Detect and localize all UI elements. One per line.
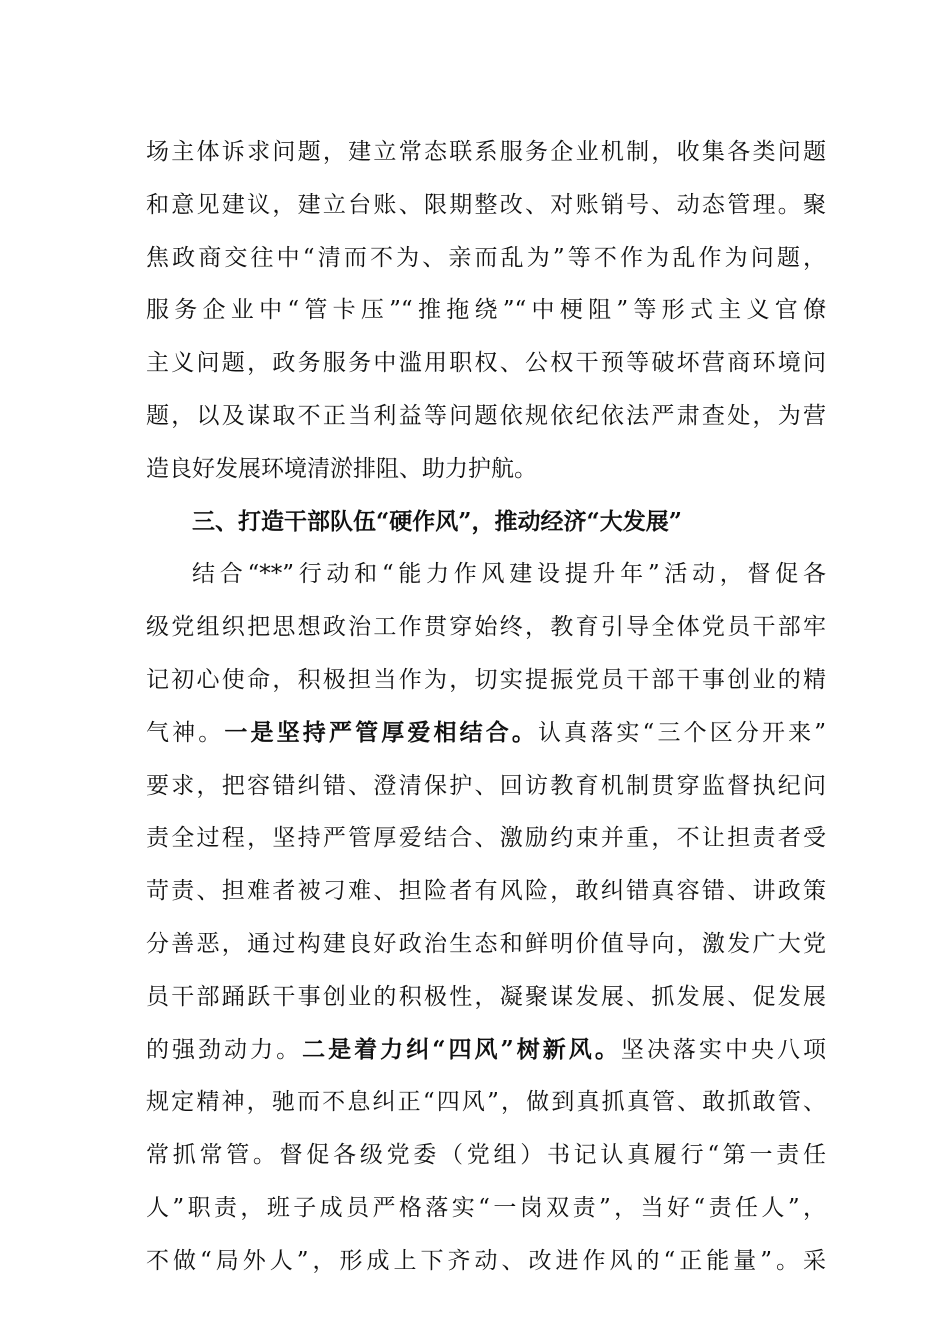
paragraph-line: 结合“**”行动和“能力作风建设提升年”活动，督促各 xyxy=(192,561,826,588)
paragraph-line: 要求，把容错纠错、澄清保护、回访教育机制贯穿监督执纪问 xyxy=(146,772,826,799)
paragraph-line: 不做“局外人”，形成上下齐动、改进作风的“正能量”。采 xyxy=(146,1247,826,1274)
document-body xyxy=(146,126,826,1288)
paragraph-line: 题，以及谋取不正当利益等问题依规依纪依法严肃查处，为营 xyxy=(146,402,826,429)
paragraph-line xyxy=(146,707,826,760)
paragraph-line: 规定精神，驰而不息纠正“四风”，做到真抓真管、敢抓敢管、 xyxy=(146,1089,826,1116)
paragraph-line: 造良好发展环境清淤排阻、助力护航。 xyxy=(146,455,537,482)
paragraph-line: 分善恶，通过构建良好政治生态和鲜明价值导向，激发广大党 xyxy=(146,930,826,957)
line-text: 的强劲动力。 xyxy=(146,1036,303,1063)
paragraph-line: 场主体诉求问题，建立常态联系服务企业机制，收集各类问题 xyxy=(146,139,826,165)
line-text: 坚决落实中央八项 xyxy=(620,1036,827,1063)
paragraph-line: 员干部踊跃干事创业的积极性，凝聚谋发展、抓发展、促发展 xyxy=(146,983,826,1010)
paragraph-line: 苛责、担难者被刁难、担险者有风险，敢纠错真容错、讲政策 xyxy=(146,878,826,905)
paragraph-line: 和意见建议，建立台账、限期整改、对账销号、动态管理。聚 xyxy=(146,191,826,218)
section-heading: 三、打造干部队伍“硬作风”，推动经济“大发展” xyxy=(192,507,682,535)
paragraph-line: 常抓常管。督促各级党委（党组）书记认真履行“第一责任 xyxy=(146,1142,826,1169)
paragraph-line xyxy=(146,1024,826,1077)
line-text: 气神。 xyxy=(146,719,225,746)
paragraph-line: 焦政商交往中“清而不为、亲而乱为”等不作为乱作为问题， xyxy=(146,244,826,271)
line-text: 认真落实“三个区分开来” xyxy=(538,719,826,746)
paragraph-line: 服务企业中“管卡压”“推拖绕”“中梗阻”等形式主义官僚 xyxy=(146,297,826,324)
paragraph-line: 级党组织把思想政治工作贯穿始终，教育引导全体党员干部牢 xyxy=(146,614,826,641)
bold-subheading: 二是着力纠“四风”树新风。 xyxy=(302,1035,621,1063)
paragraph-line: 主义问题，政务服务中滥用职权、公权干预等破坏营商环境问 xyxy=(146,350,826,377)
bold-subheading: 一是坚持严管厚爱相结合。 xyxy=(224,718,539,746)
paragraph-line: 责全过程，坚持严管厚爱结合、激励约束并重，不让担责者受 xyxy=(146,825,826,852)
paragraph-line: 记初心使命，积极担当作为，切实提振党员干部干事创业的精 xyxy=(146,666,826,693)
paragraph-line: 人”职责，班子成员严格落实“一岗双责”，当好“责任人”， xyxy=(146,1194,826,1221)
